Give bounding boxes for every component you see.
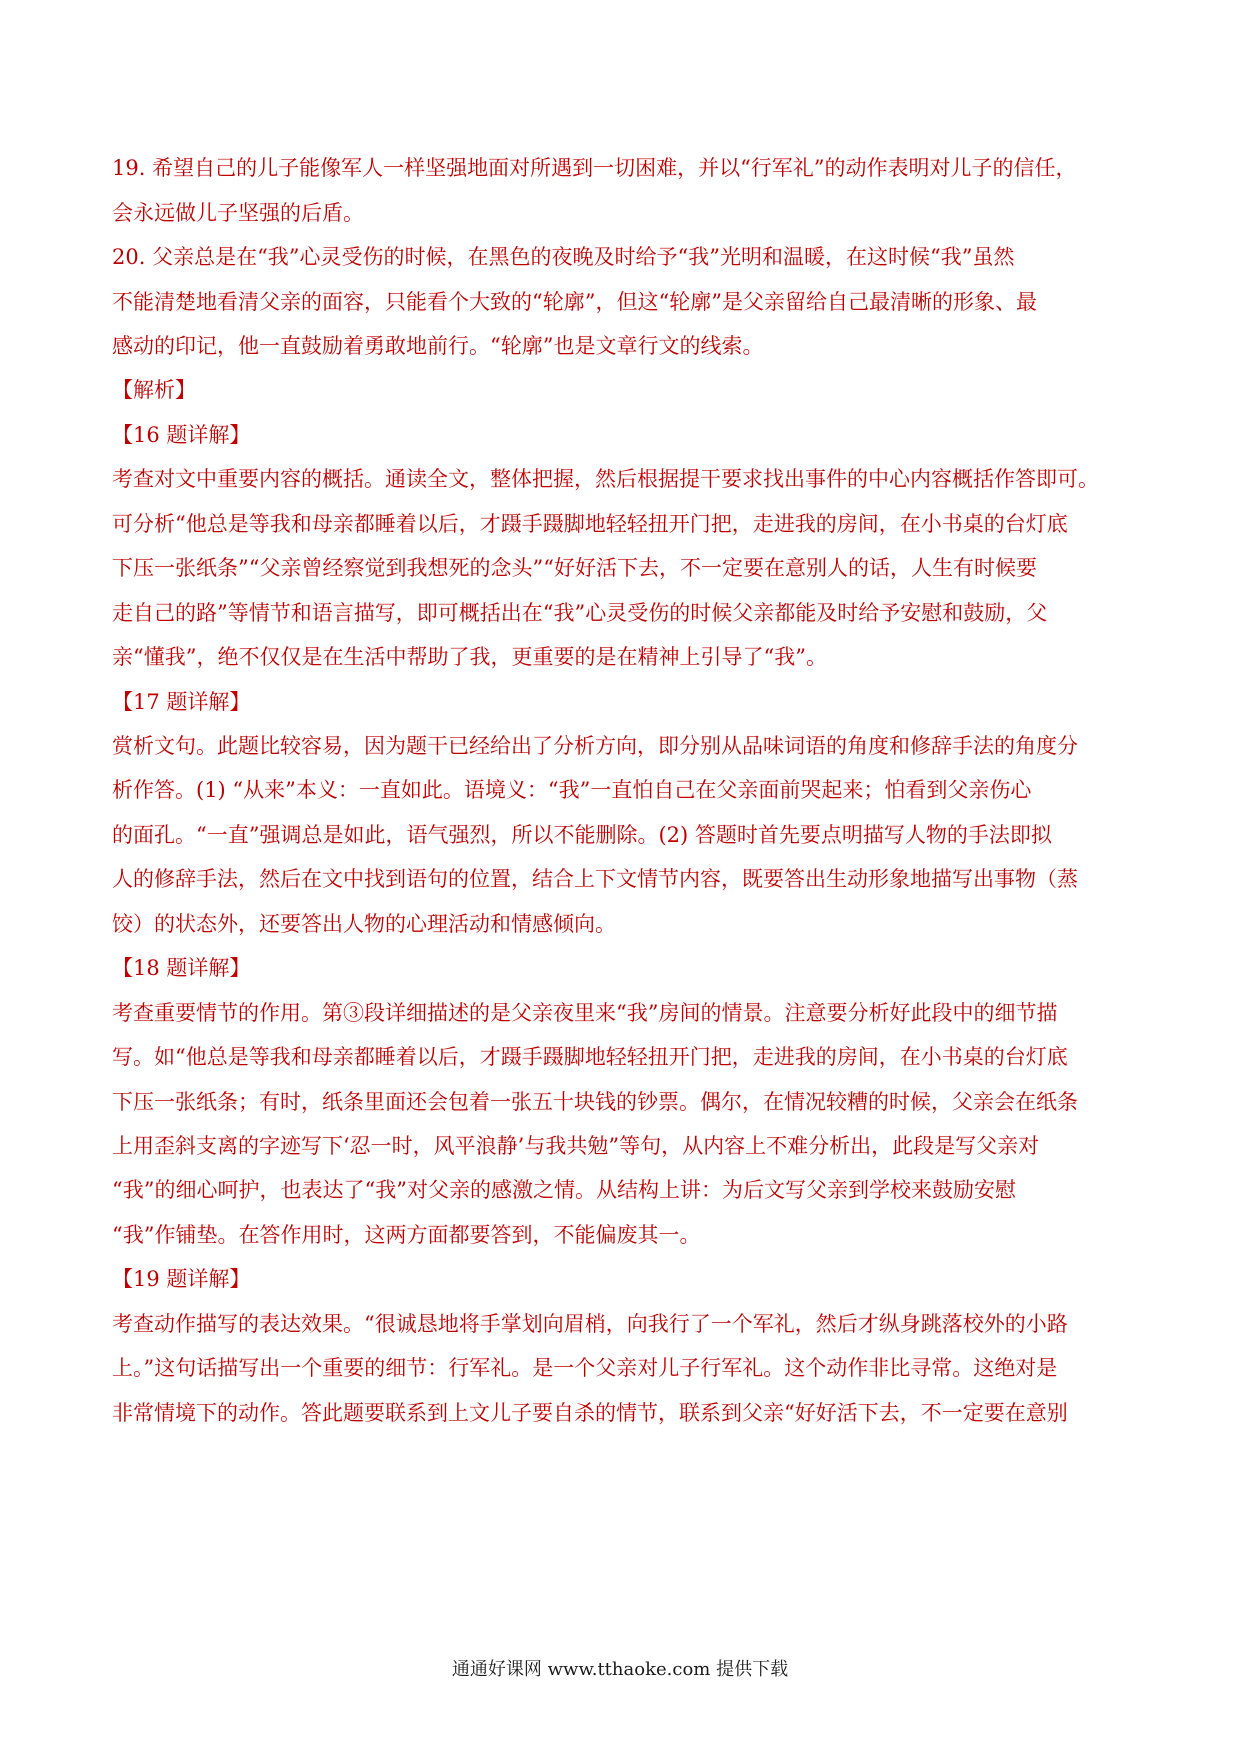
q18-line: 考查重要情节的作用。第③段详细描述的是父亲夜里来“我”房间的情景。注意要分析好此段中的细节描 <box>112 1001 1058 1025</box>
answer-20-line-1: 20. 父亲总是在“我”心灵受伤的时候，在黑色的夜晚及时给予“我”光明和温暖，在这时候“我”虽然 <box>112 245 1015 269</box>
q19-line: 非常情境下的动作。答此题要联系到上文儿子要自杀的情节，联系到父亲“好好活下去，不一定要在意别 <box>112 1401 1068 1425</box>
q18-line: 上用歪斜支离的字迹写下‘忍一时，风平浪静’与我共勉”等句，从内容上不难分析出，此段是写父亲对 <box>112 1134 1040 1158</box>
q17-line: 赏析文句。此题比较容易，因为题干已经给出了分析方向，即分别从品味词语的角度和修辞手法的角度分 <box>112 734 1078 758</box>
q19-line: 考查动作描写的表达效果。“很诚恳地将手掌划向眉梢，向我行了一个军礼，然后才纵身跳落校外的小路 <box>112 1312 1068 1336</box>
q17-heading: 【17 题详解】 <box>112 690 251 714</box>
q18-line: 下压一张纸条；有时，纸条里面还会包着一张五十块钱的钞票。偶尔，在情况较糟的时候，父亲会在纸条 <box>112 1090 1078 1114</box>
q16-line: 考查对文中重要内容的概括。通读全文，整体把握，然后根据提干要求找出事件的中心内容概括作答即可。 <box>112 467 1099 491</box>
q17-line: 人的修辞手法，然后在文中找到语句的位置，结合上下文情节内容，既要答出生动形象地描写出事物（蒸 <box>112 867 1078 891</box>
page-footer: 通通好课网 www.tthaoke.com 提供下载 <box>451 1659 789 1680</box>
q17-line: 析作答。(1) “从来”本义：一直如此。语境义：“我”一直怕自己在父亲面前哭起来；怕看到父亲伤心 <box>112 778 1032 802</box>
q17-line: 的面孔。“一直”强调总是如此，语气强烈，所以不能删除。(2) 答题时首先要点明描写人物的手法即拟 <box>112 823 1052 847</box>
q16-line: 亲“懂我”，绝不仅仅是在生活中帮助了我，更重要的是在精神上引导了“我”。 <box>112 645 827 669</box>
jiexi-heading: 【解析】 <box>112 378 196 402</box>
answer-19-line-2: 会永远做儿子坚强的后盾。 <box>112 201 364 225</box>
q19-heading: 【19 题详解】 <box>112 1267 251 1291</box>
q18-line: “我”作铺垫。在答作用时，这两方面都要答到，不能偏废其一。 <box>112 1223 701 1247</box>
q19-line: 上。”这句话描写出一个重要的细节：行军礼。是一个父亲对儿子行军礼。这个动作非比寻常。这绝对是 <box>112 1356 1058 1380</box>
q17-line: 饺）的状态外，还要答出人物的心理活动和情感倾向。 <box>112 912 616 936</box>
answer-20-line-2: 不能清楚地看清父亲的面容，只能看个大致的“轮廓”，但这“轮廓”是父亲留给自己最清晰的形象、最 <box>112 290 1037 314</box>
answer-19-line-1: 19. 希望自己的儿子能像军人一样坚强地面对所遇到一切困难，并以“行军礼”的动作表明对儿子的信任， <box>112 156 1077 180</box>
q16-line: 下压一张纸条”“父亲曾经察觉到我想死的念头”“好好活下去，不一定要在意别人的话，人生有时候要 <box>112 556 1037 580</box>
q16-heading: 【16 题详解】 <box>112 423 251 447</box>
answer-20-line-3: 感动的印记，他一直鼓励着勇敢地前行。“轮廓”也是文章行文的线索。 <box>112 334 764 358</box>
q16-line: 可分析“他总是等我和母亲都睡着以后，才蹑手蹑脚地轻轻扭开门把，走进我的房间，在小书桌的台灯底 <box>112 512 1068 536</box>
q16-line: 走自己的路”等情节和语言描写，即可概括出在“我”心灵受伤的时候父亲都能及时给予安慰和鼓励，父 <box>112 601 1048 625</box>
q18-heading: 【18 题详解】 <box>112 956 251 980</box>
q18-line: “我”的细心呵护，也表达了“我”对父亲的感激之情。从结构上讲：为后文写父亲到学校来鼓励安慰 <box>112 1178 1016 1202</box>
q18-line: 写。如“他总是等我和母亲都睡着以后，才蹑手蹑脚地轻轻扭开门把，走进我的房间，在小书桌的台灯底 <box>112 1045 1068 1069</box>
